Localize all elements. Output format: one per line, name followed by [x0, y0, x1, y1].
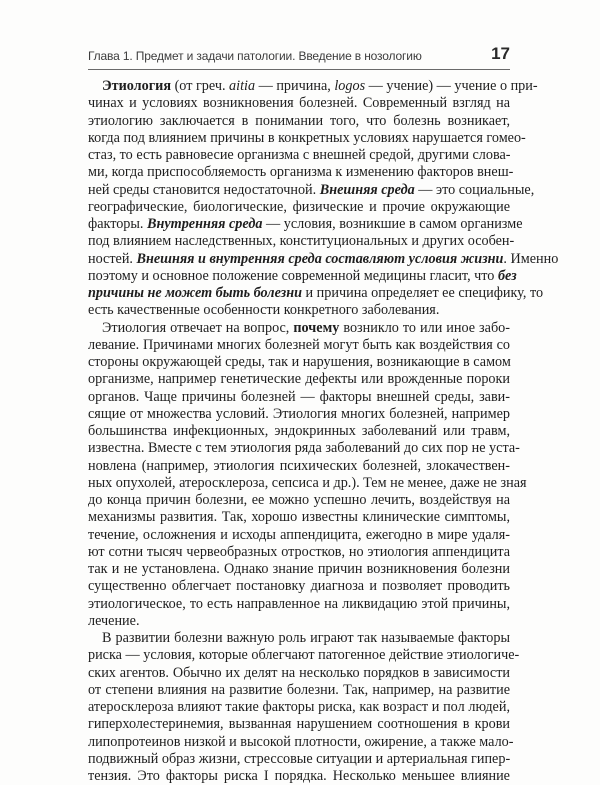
text-run: ских агентов. Обычно их делят на несколько порядков в зависимости [88, 664, 510, 681]
text-line [88, 630, 510, 647]
text-line [88, 492, 510, 509]
emphasized-term: причины не может быть болезни [88, 285, 302, 301]
text-line [88, 716, 510, 733]
emphasized-term: Внешняя и внутренняя среда составляют условия жизни [136, 250, 504, 267]
text-run: лечение. [88, 612, 140, 629]
text-run: левание. Причинами многих болезней могут быть как воздействия со [88, 336, 510, 353]
text-run: ней среды становится недостаточной. [88, 181, 320, 198]
text-line [88, 302, 510, 319]
paragraph [88, 630, 520, 785]
text-run: ностей. [88, 250, 137, 267]
text-line [88, 474, 527, 492]
text-line [88, 371, 510, 388]
text-run: сящие от множества условий. Этиология многих болезней, например [88, 405, 510, 422]
text-line [88, 267, 517, 285]
text-line [88, 527, 510, 544]
page-number: 17 [491, 44, 510, 63]
emphasized-term: aitia [229, 78, 256, 94]
text-run: когда под влиянием причины в конкретных условиях нарушается гомео- [88, 129, 526, 146]
text-run: существенно облегчает постановку диагноза и позволяет проводить [88, 578, 510, 595]
header-rule [88, 69, 510, 70]
text-line [88, 440, 520, 457]
text-run: и причина определяет ее специфику, то [302, 285, 544, 301]
text-run: стороны окружающей среды, так и нарушения, возникающие в самом [88, 354, 511, 370]
text-line [88, 129, 526, 147]
text-run: риска — условия, которые облегчают патогенное действие этиологиче- [88, 647, 520, 664]
text-line [88, 578, 510, 595]
text-line [88, 164, 514, 181]
text-line [88, 199, 510, 216]
text-line [88, 561, 510, 578]
text-line [88, 596, 510, 613]
emphasized-term: без [497, 267, 517, 284]
text-run: поэтому и основное положение современной медицины гласит, что [88, 267, 498, 284]
text-run: ных опухолей, атеросклероза, сепсиса и др.). Тем не менее, даже не зная [88, 474, 527, 491]
text-run: тензия. Это факторы риска I порядка. Несколько меньшее влияние [88, 768, 510, 784]
text-line [88, 665, 510, 682]
text-run: ют сотни тысяч червеобразных отростков, но этиология аппендицита [88, 543, 510, 560]
paragraph [88, 319, 527, 631]
emphasized-term: logos [334, 78, 366, 94]
text-run: В развитии болезни важную роль играют так называемые факторы [102, 630, 510, 646]
text-line [88, 389, 510, 406]
text-run: стаз, то есть равновесие организма с внешней средой, другими слова- [88, 147, 511, 163]
text-line [88, 95, 510, 112]
text-run: . Именно [503, 250, 559, 267]
text-run: так и не установлена. Однако знание причин возникновения болезни [88, 561, 510, 577]
text-run: (от греч. [171, 78, 230, 94]
body-text [88, 78, 559, 785]
text-run: возникло то или иное забо- [339, 319, 510, 336]
text-run: липопротеинов низкой и высокой плотности, ожирение, а также мало- [88, 733, 514, 750]
text-line [88, 751, 510, 768]
text-run: чинах и условиях возникновения болезней. Современный взгляд на [88, 95, 510, 112]
text-line [88, 458, 510, 475]
text-line [88, 509, 510, 526]
emphasized-term: Внутренняя среда [147, 216, 263, 232]
text-run: Этиология отвечает на вопрос, [102, 319, 294, 336]
text-line [88, 181, 535, 199]
text-run: географические, биологические, физические и прочие окружающие [88, 198, 510, 215]
text-line [88, 699, 510, 716]
text-line [88, 113, 510, 130]
text-line [88, 544, 510, 561]
text-run: — условия, возникшие в самом организме [262, 216, 523, 232]
text-run: механизмы развития. Так, хорошо известны клинические симптомы, [88, 509, 510, 526]
text-line [88, 285, 544, 302]
text-run: известна. Вместе с тем этиология ряда заболеваний до сих пор не уста- [88, 440, 520, 457]
text-run: большинства инфекционных, эндокринных заболеваний или травм, [88, 423, 510, 439]
text-run: — это социальные, [414, 181, 535, 198]
text-run: ми, когда приспособляемость организма к изменению факторов внеш- [88, 164, 514, 181]
text-run: атеросклероза влияют такие факторы риска, как возраст и пол людей, [88, 699, 510, 715]
text-run: этиологическое, то есть направленное на ликвидацию этой причины, [88, 595, 510, 612]
text-run: под влиянием наследственных, конституциональных и других особен- [88, 233, 515, 250]
text-line [88, 613, 510, 630]
text-line [88, 423, 510, 440]
text-run: гиперхолестеринемия, вызванная нарушением соотношения в крови [88, 716, 510, 733]
text-run: факторы. [88, 216, 148, 232]
text-line [88, 647, 520, 664]
text-run: есть качественные особенности конкретного заболевания. [88, 302, 440, 319]
text-run: органов. Чаще причины болезней — факторы внешней среды, зави- [88, 388, 510, 405]
chapter-title: Глава 1. Предмет и задачи патологии. Введение в нозологию [88, 49, 422, 63]
text-run: этиологию заключается в понимании того, что болезнь возникает, [88, 112, 510, 129]
text-line [88, 78, 538, 95]
text-run: до конца причин болезни, ее можно успешно лечить, воздействуя на [88, 492, 510, 508]
text-line [88, 233, 515, 250]
paragraph [88, 78, 559, 320]
text-line [88, 354, 510, 371]
text-line [88, 406, 510, 423]
text-run: — учение) — учение о при- [365, 78, 538, 94]
text-run: подвижный образ жизни, стрессовые ситуации и артериальная гипер- [88, 750, 511, 767]
text-run: новлена (например, этиология психических болезней, злокачествен- [88, 457, 510, 474]
text-line [88, 250, 559, 268]
text-run: течение, осложнения и исходы аппендицита, ежегодно в мире удаля- [88, 526, 510, 543]
text-line [88, 216, 523, 233]
emphasized-term: Внешняя среда [319, 181, 415, 198]
text-line [88, 147, 510, 164]
text-line [88, 733, 514, 751]
text-run: организме, например генетические дефекты или врожденные пороки [88, 371, 510, 388]
text-line [88, 768, 510, 785]
text-line [88, 320, 510, 337]
text-line [88, 337, 510, 354]
emphasized-term: Этиология [102, 78, 172, 94]
text-run: — причина, [255, 78, 335, 94]
emphasized-term: почему [293, 319, 340, 336]
running-header [88, 44, 510, 68]
text-line [88, 682, 510, 699]
text-run: от степени влияния на развитие болезни. Так, например, на развитие [88, 681, 510, 698]
